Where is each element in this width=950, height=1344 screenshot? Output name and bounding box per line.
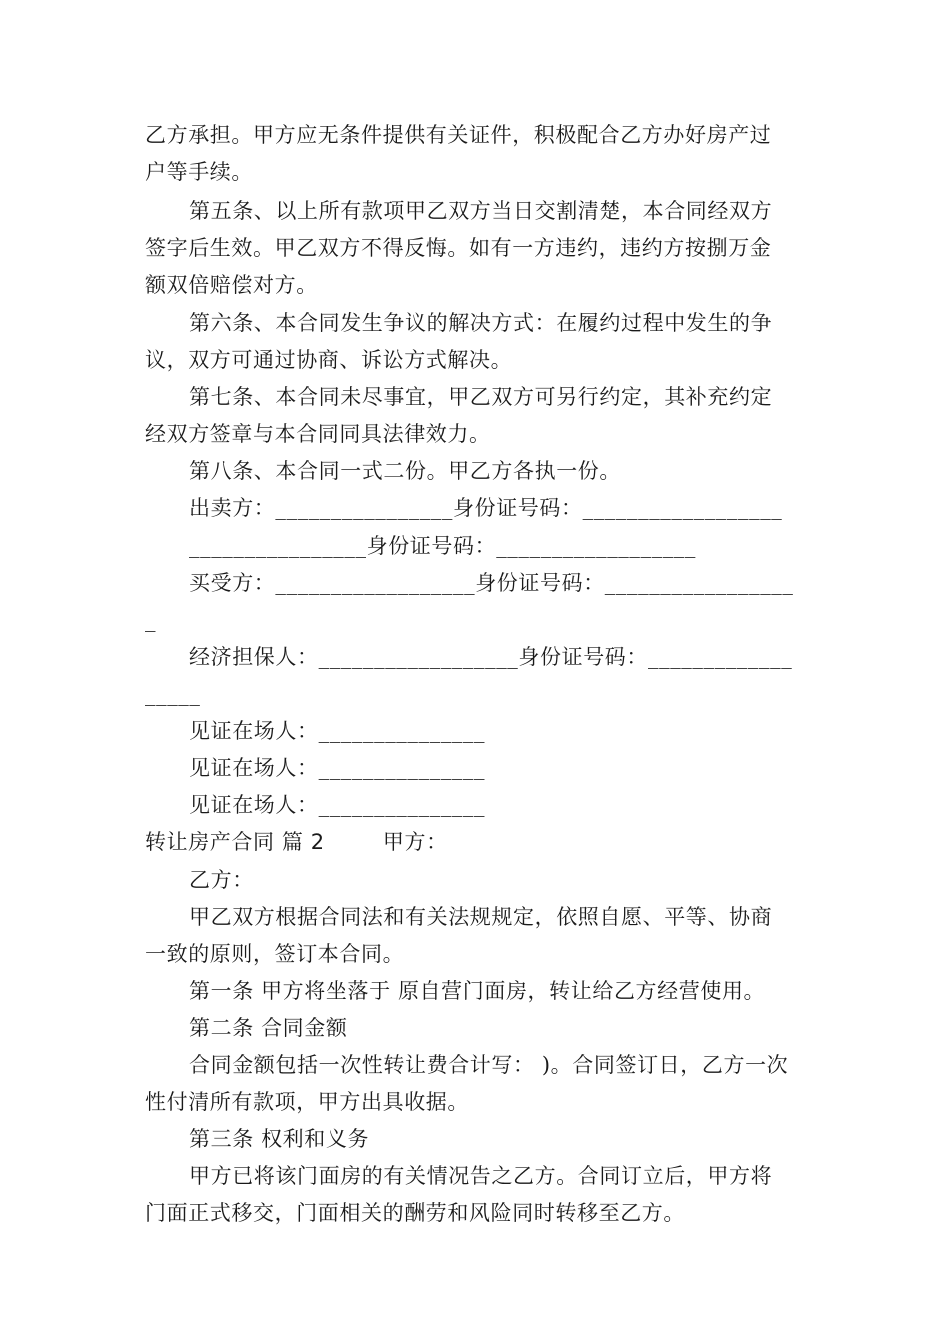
article-6-line-1: 第六条、本合同发生争议的解决方式：在履约过程中发生的争 <box>189 311 773 335</box>
seller-signature-line: 出卖方：________________身份证号码：__________________ <box>189 496 783 520</box>
witness-line-1: 见证在场人：_______________ <box>189 719 486 743</box>
article-1: 第一条 甲方将坐落于 原自营门面房，转让给乙方经营使用。 <box>189 979 766 1003</box>
buyer-signature-overflow: _ <box>145 608 157 632</box>
text-line-1: 乙方承担。甲方应无条件提供有关证件，积极配合乙方办好房产过 <box>145 123 772 147</box>
article-7-line-1: 第七条、本合同未尽事宜，甲乙双方可另行约定，其补充约定 <box>189 385 773 409</box>
guarantor-signature-line: 经济担保人：__________________身份证号码：_____________ <box>189 645 793 669</box>
article-2-title: 第二条 合同金额 <box>189 1016 348 1040</box>
guarantor-signature-overflow: _____ <box>145 682 201 706</box>
seller-extra-line: ________________身份证号码：__________________ <box>189 534 696 558</box>
party-b-label: 乙方： <box>189 868 254 892</box>
article-3-line-1: 甲方已将该门面房的有关情况告之乙方。合同订立后，甲方将 <box>189 1164 773 1188</box>
preamble-line-2: 一致的原则，签订本合同。 <box>145 942 405 966</box>
article-2-line-2: 性付清所有款项，甲方出具收据。 <box>145 1090 469 1114</box>
section-heading: 转让房产合同 篇 2 甲方： <box>145 830 448 854</box>
article-2-line-1: 合同金额包括一次性转让费合计写： )。合同签订日，乙方一次 <box>189 1053 789 1077</box>
text-line-2: 户等手续。 <box>145 160 253 184</box>
witness-line-3: 见证在场人：_______________ <box>189 793 486 817</box>
article-5-line-2: 签字后生效。甲乙双方不得反悔。如有一方违约，违约方按捌万金 <box>145 236 772 260</box>
article-6-line-2: 议，双方可通过协商、诉讼方式解决。 <box>145 348 513 372</box>
article-5-line-1: 第五条、以上所有款项甲乙双方当日交割清楚，本合同经双方 <box>189 199 773 223</box>
buyer-signature-line: 买受方：__________________身份证号码：_________________ <box>189 571 794 595</box>
witness-line-2: 见证在场人：_______________ <box>189 756 486 780</box>
article-8: 第八条、本合同一式二份。甲乙方各执一份。 <box>189 459 621 483</box>
article-3-line-2: 门面正式移交，门面相关的酬劳和风险同时转移至乙方。 <box>145 1201 685 1225</box>
article-7-line-2: 经双方签章与本合同同具法律效力。 <box>145 422 491 446</box>
preamble-line-1: 甲乙双方根据合同法和有关法规规定，依照自愿、平等、协商 <box>189 905 773 929</box>
article-5-line-3: 额双倍赔偿对方。 <box>145 273 318 297</box>
article-3-title: 第三条 权利和义务 <box>189 1127 370 1151</box>
